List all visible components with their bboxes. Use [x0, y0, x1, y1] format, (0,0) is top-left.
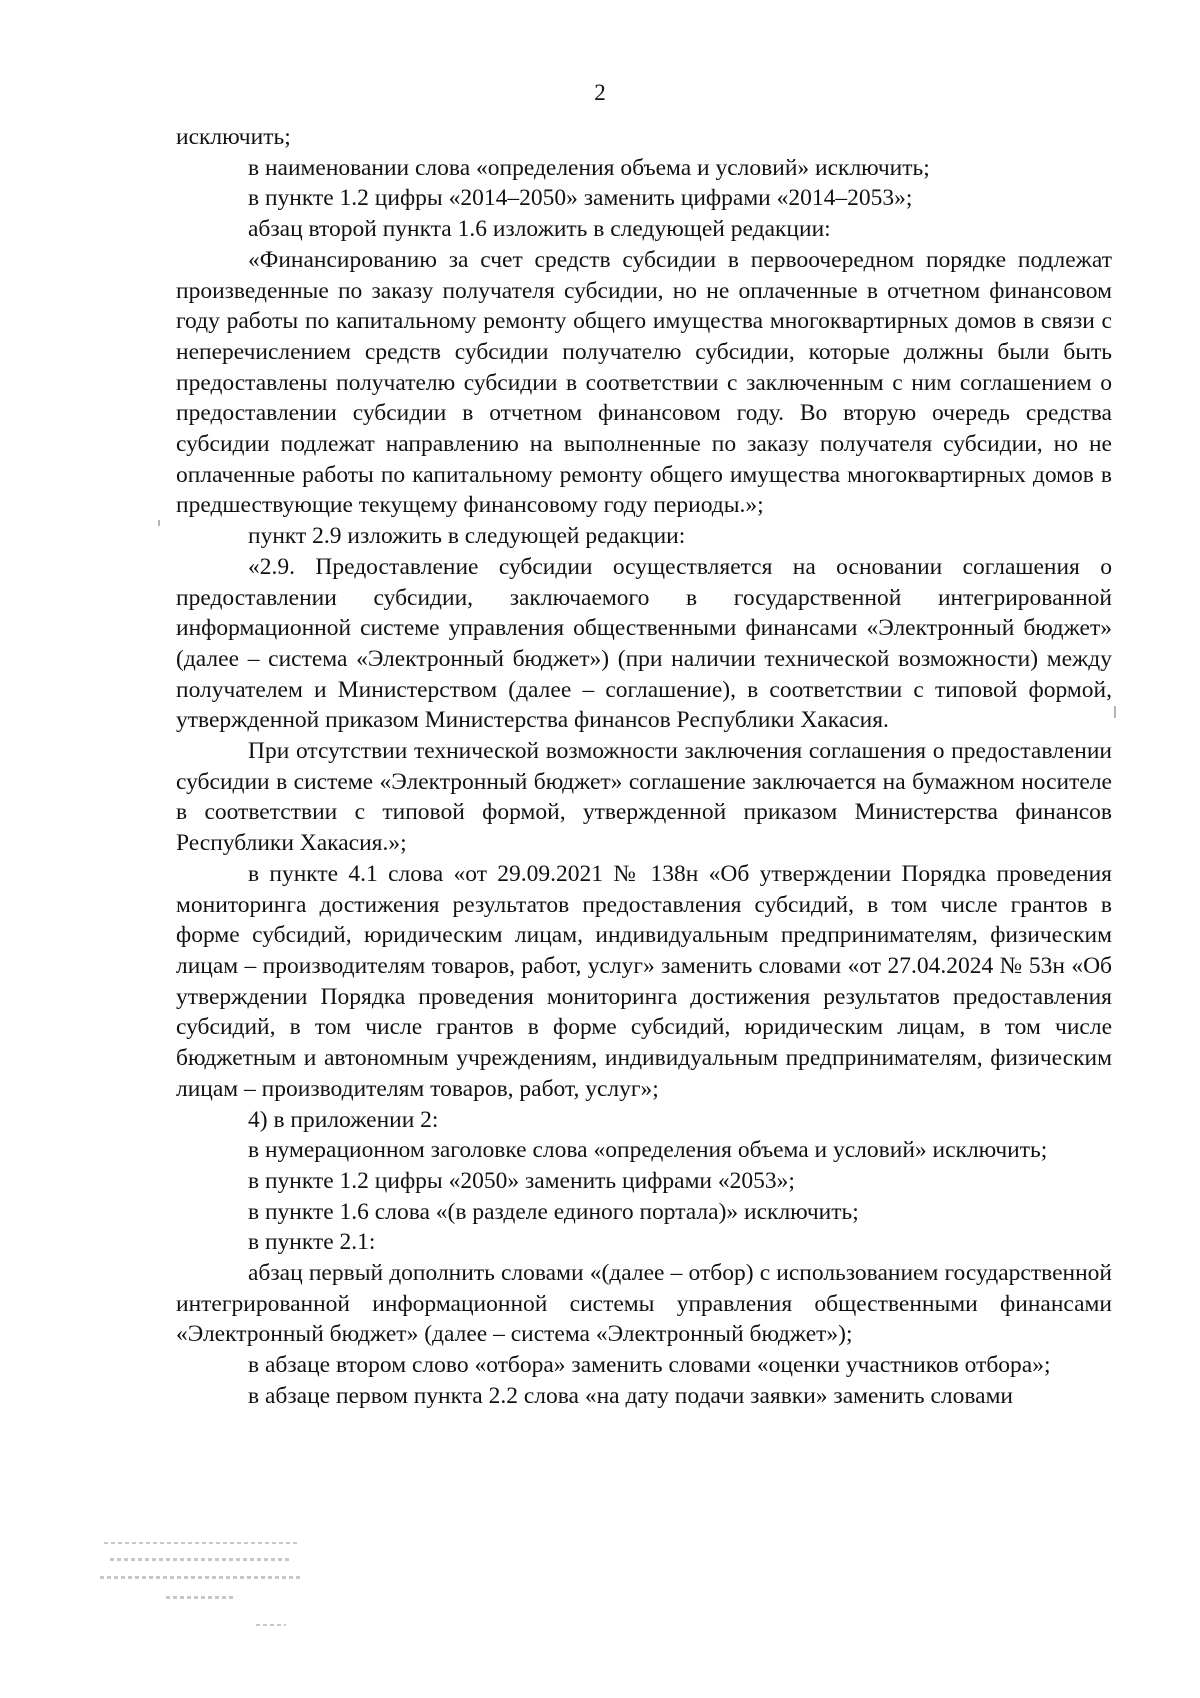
paragraph: в пункте 1.2 цифры «2014–2050» заменить цифрами «2014–2053»;	[248, 185, 913, 212]
paragraph: абзац второй пункта 1.6 изложить в следующей редакции:	[248, 216, 831, 243]
paragraph: в нумерационном заголовке слова «определения объема и условий» исключить;	[248, 1137, 1048, 1164]
paragraph: исключить;	[176, 124, 291, 150]
scan-mark	[158, 520, 160, 526]
paragraph: пункт 2.9 изложить в следующей редакции:	[248, 523, 686, 550]
paragraph: абзац первый дополнить словами «(далее – отбор) с использованием государственной интегрированной информационной системы управления общественными финансами «Электронный бюджет» (далее – система «Электронный бюджет»);	[176, 1260, 1112, 1348]
paragraph: в пункте 1.6 слова «(в разделе единого портала)» исключить;	[248, 1198, 859, 1225]
paragraph: «Финансированию за счет средств субсидии в первоочередном порядке подлежат произведенные по заказу получателя субсидии, но не оплаченные в отчетном финансовом году работы по капитальному ремонту общего имущества многоквартирных домов в связи с неперечислением средств субсидии получателю субсидии, которые должны были быть предоставлены получателю субсидии в соответствии с заключенным с ним соглашением о предоставлении субсидии в отчетном финансовом году. Во вторую очередь средства субсидии подлежат направлению на выполненные по заказу получателя субсидии, но не оплаченные работы по капитальному ремонту общего имущества многоквартирных домов в предшествующие текущему финансовому году периоды.»;	[176, 246, 1112, 519]
page-number: 2	[594, 80, 606, 105]
document-body	[176, 122, 1112, 1412]
scan-mark	[1114, 706, 1116, 718]
paragraph: в абзаце первом пункта 2.2 слова «на дату подачи заявки» заменить словами	[248, 1382, 1014, 1409]
paragraph: в пункте 1.2 цифры «2050» заменить цифрами «2053»;	[248, 1167, 795, 1194]
paragraph: При отсутствии технической возможности заключения соглашения о предоставлении субсидии в системе «Электронный бюджет» соглашение заключается на бумажном носителе в соответствии с типовой формой, утвержденной приказом Министерства финансов Республики Хакасия.»;	[176, 738, 1112, 857]
paragraph: «2.9. Предоставление субсидии осуществляется на основании соглашения о предоставлении субсидии, заключаемого в государственной интегрированной информационной системе управления общественными финансами «Электронный бюджет» (далее – система «Электронный бюджет») (при наличии технической возможности) между получателем и Министерством (далее – соглашение), в соответствии с типовой формой, утвержденной приказом Министерства финансов Республики Хакасия.	[176, 553, 1112, 734]
paragraph: в пункте 2.1:	[248, 1229, 376, 1256]
paragraph: в абзаце втором слово «отбора» заменить словами «оценки участников отбора»;	[248, 1352, 1051, 1379]
paragraph: 4) в приложении 2:	[248, 1106, 439, 1133]
paragraph: в пункте 4.1 слова «от 29.09.2021 № 138н «Об утверждении Порядка проведения мониторинга достижения результатов предоставления субсидий, в том числе грантов в форме субсидий, юридическим лицам, индивидуальным предпринимателям, физическим лицам – производителям товаров, работ, услуг» заменить словами «от 27.04.2024 № 53н «Об утверждении Порядка проведения мониторинга достижения результатов предоставления субсидий, в том числе грантов в форме субсидий, юридическим лицам, в том числе бюджетным и автономным учреждениям, индивидуальным предпринимателям, физическим лицам – производителям товаров, работ, услуг»;	[176, 860, 1112, 1102]
signature-stamp	[96, 1538, 304, 1634]
paragraph: в наименовании слова «определения объема и условий» исключить;	[248, 154, 930, 181]
